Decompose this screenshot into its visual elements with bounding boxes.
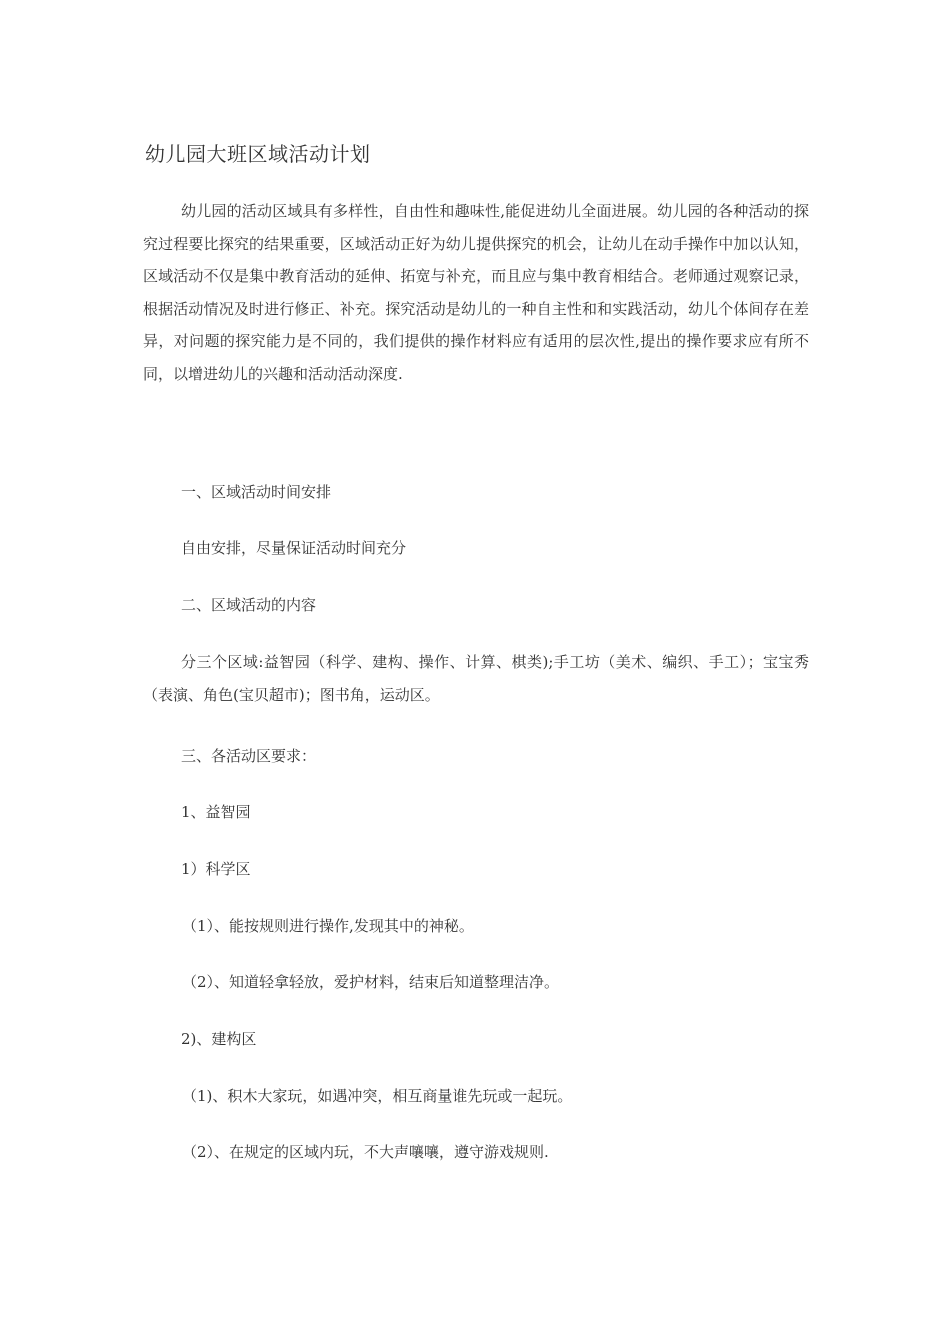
section3-heading: 三、各活动区要求：	[181, 747, 317, 765]
section1-text: 自由安排，尽量保证活动时间充分	[181, 539, 407, 557]
item-1-2-a: （1)、积木大家玩，如遇冲突，相互商量谁先玩或一起玩。	[182, 1087, 573, 1105]
item-1-2-heading: 2)、建构区	[181, 1030, 257, 1048]
item-1-heading: 1、益智园	[181, 803, 251, 821]
section2-heading: 二、区域活动的内容	[181, 596, 317, 614]
item-1-1-b: （2）、知道轻拿轻放，爱护材料，结束后知道整理洁净。	[182, 973, 560, 991]
item-1-2-b: （2）、在规定的区域内玩，不大声嚷嚷，遵守游戏规则.	[182, 1143, 549, 1161]
document-title: 幼儿园大班区域活动计划	[145, 142, 371, 166]
intro-paragraph: 幼儿园的活动区域具有多样性，自由性和趣味性,能促进幼儿全面进展。幼儿园的各种活动的探究过程要比探究的结果重要，区域活动正好为幼儿提供探究的机会，让幼儿在动手操作中加以认知，区域活动不仅是集中教育活动的延伸、拓宽与补充，而且应与集中教育相结合。老师通过观察记录，根据活动情况及时进行修正、补充。探究活动是幼儿的一种自主性和和实践活动，幼儿个体间存在差异，对问题的探究能力是不同的，我们提供的操作材料应有适用的层次性,提出的操作要求应有所不同，以增进幼儿的兴趣和活动活动深度.	[143, 202, 809, 383]
section2-text: 分三个区域:益智园（科学、建构、操作、计算、棋类);手工坊（美术、编织、手工）；宝宝秀（表演、角色(宝贝超市)；图书角，运动区。	[143, 653, 809, 704]
item-1-1-a: （1）、能按规则进行操作,发现其中的神秘。	[182, 917, 474, 935]
section1-heading: 一、区域活动时间安排	[181, 483, 332, 501]
item-1-1-heading: 1）科学区	[181, 860, 251, 878]
